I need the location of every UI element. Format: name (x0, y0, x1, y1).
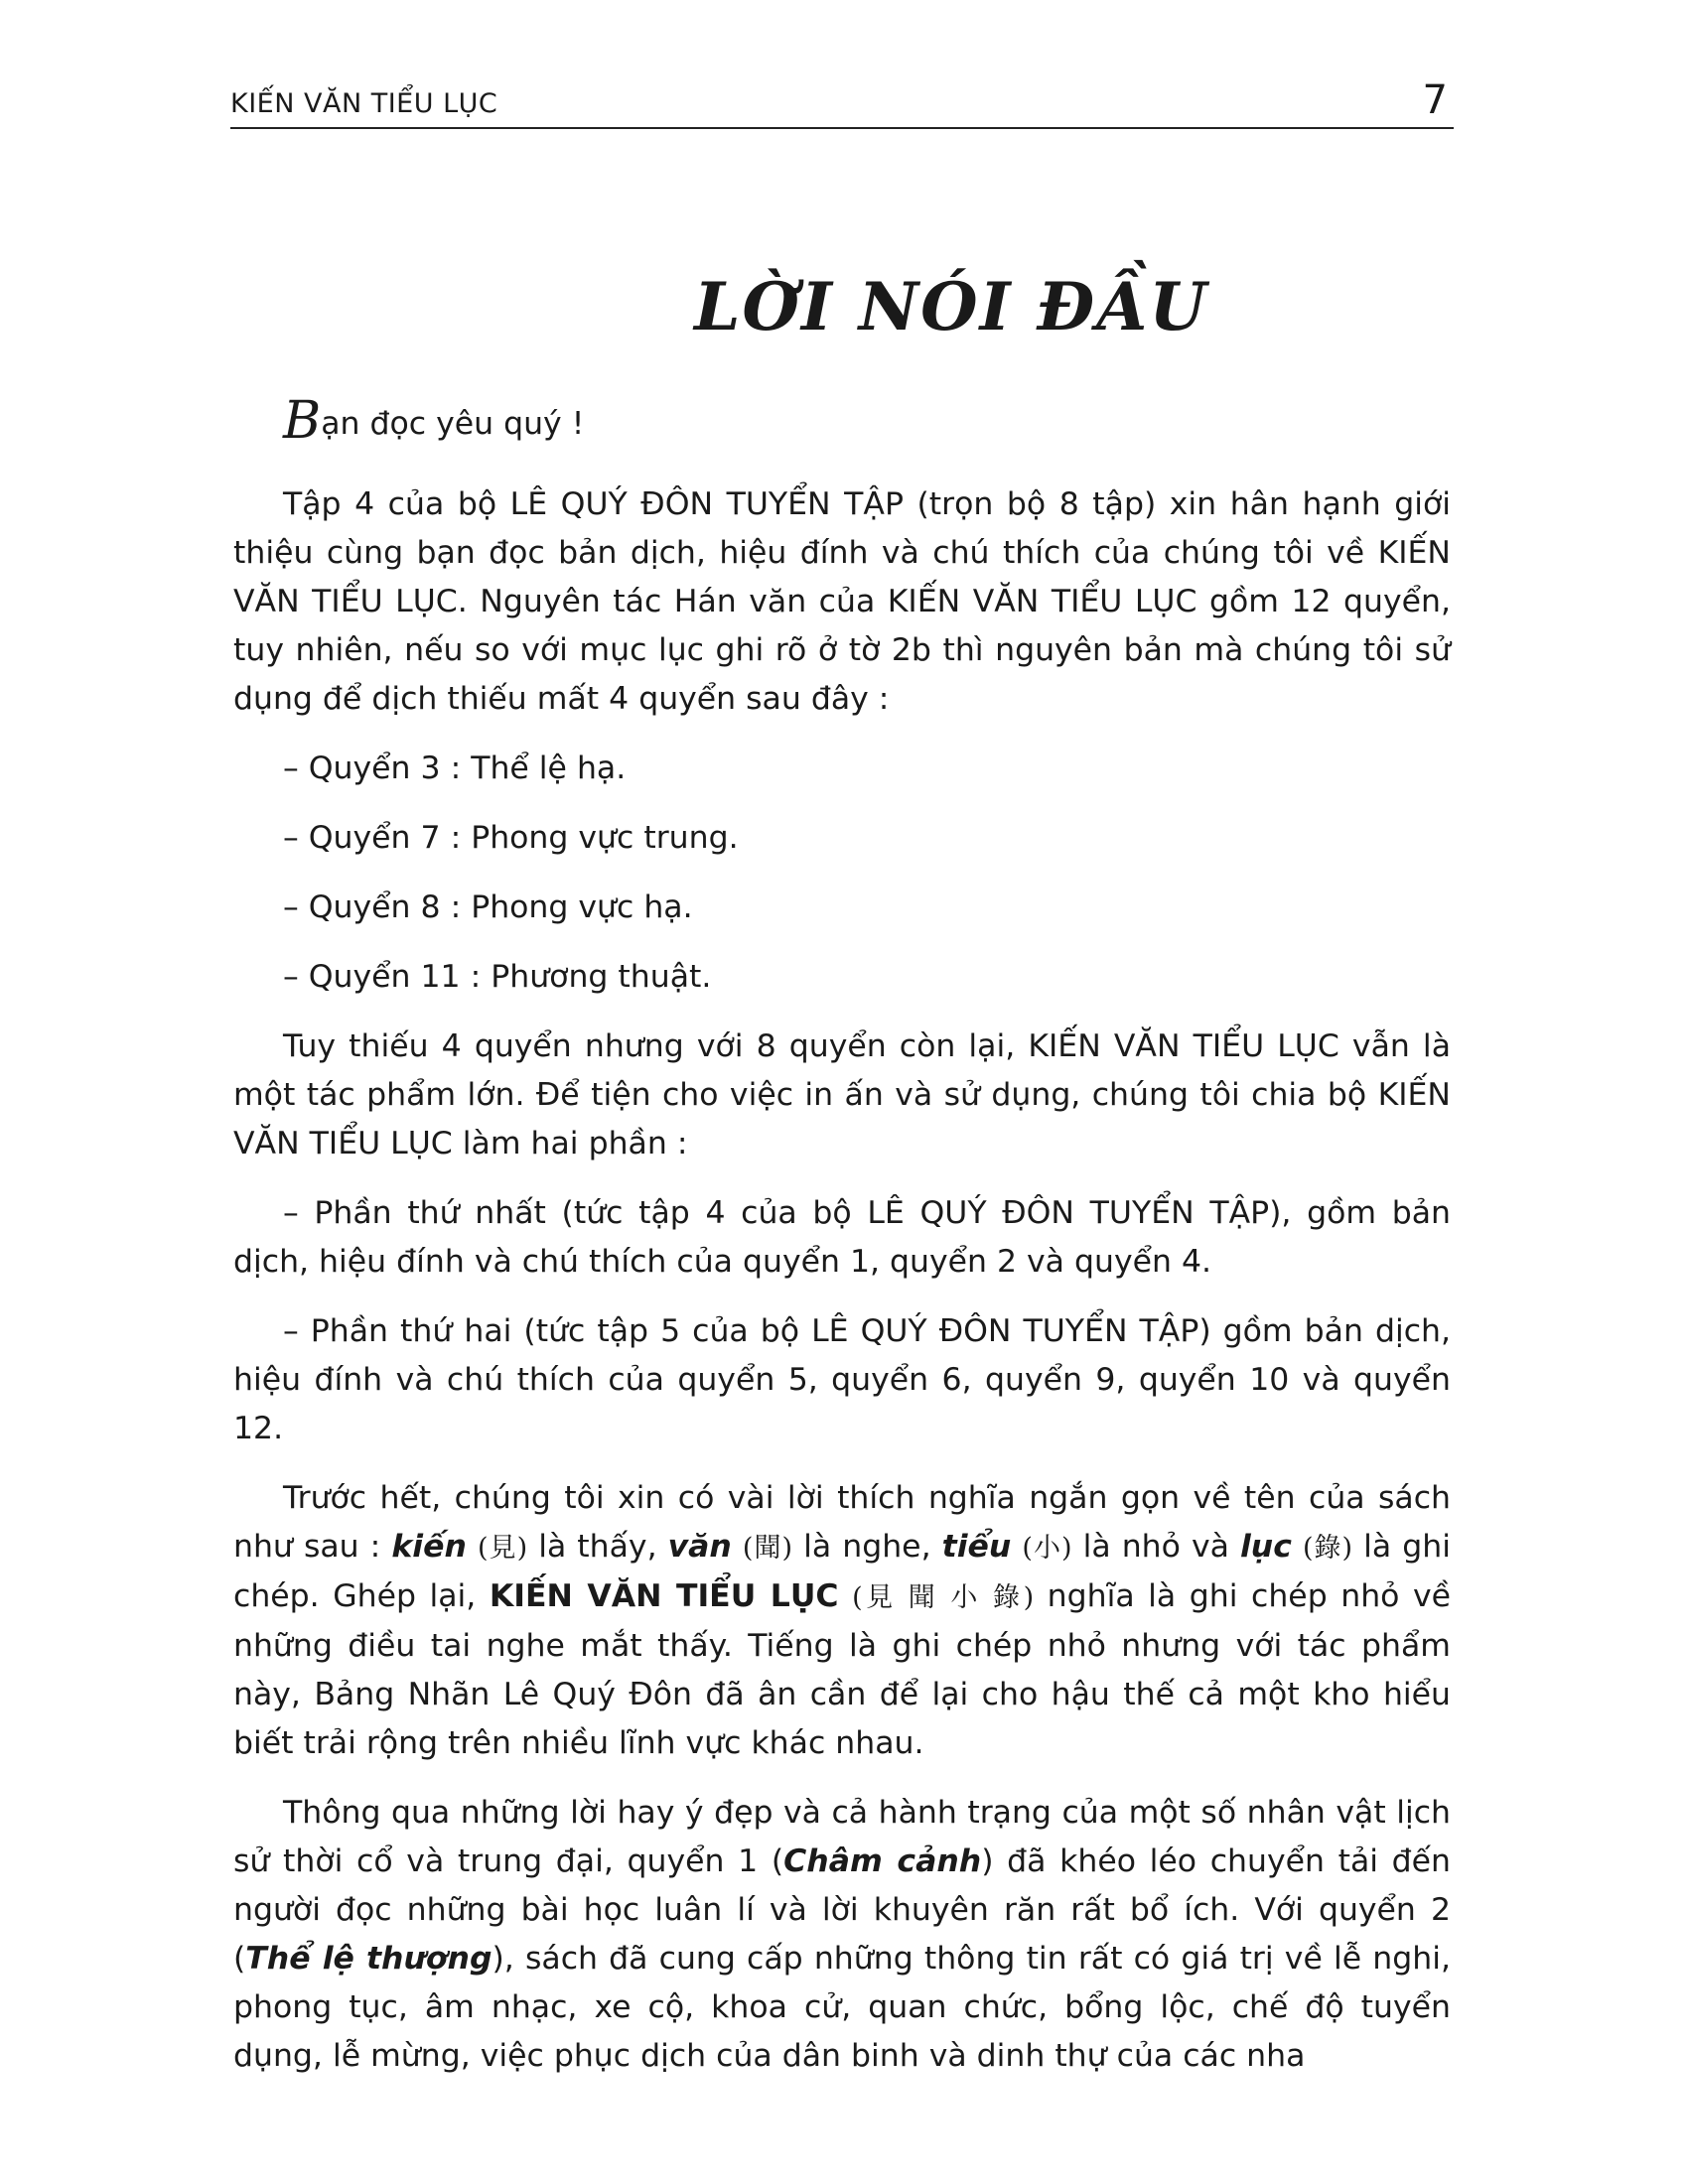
text-run: là nhỏ và (1071, 1529, 1240, 1565)
text-run: ) đã khéo léo chuyển tải đến người đọc những bài học luân lí và lời khuyên răn rất bổ ích. Với quyển 2 ( (233, 1843, 1452, 1977)
text-run: Trước hết, chúng tôi xin có vài lời thích nghĩa ngắn gọn về tên của sách như sau : (233, 1480, 1451, 1565)
missing-volume-item: – Quyển 3 : Thể lệ hạ. (283, 751, 627, 786)
term-luc: lục (1239, 1529, 1292, 1565)
text-run: Thông qua những lời hay ý đẹp và cả hành trạng của một số nhân vật lịch sử thời cổ và trung đại, quyển 1 ( (233, 1795, 1451, 1879)
term-kien: kiến (391, 1529, 467, 1565)
running-header (230, 77, 1454, 129)
han-character: (聞) (742, 1533, 793, 1564)
part-one-description: – Phần thứ nhất (tức tập 4 của bộ LÊ QUÝ ĐÔN TUYỂN TẬP), gồm bản dịch, hiệu đính và chú thích của quyển 1, quyển 2 và quyển 4. (233, 1195, 1451, 1280)
page-title: LỜI NÓI ĐẦU (694, 268, 1208, 345)
volume-name: Châm cảnh (783, 1843, 982, 1879)
volume-name: Thể lệ thượng (245, 1941, 492, 1977)
page-number: 7 (1422, 77, 1448, 123)
book-title: KIẾN VĂN TIỂU LỤC (489, 1578, 839, 1614)
missing-volume-item: – Quyển 8 : Phong vực hạ. (283, 889, 693, 925)
missing-volume-item: – Quyển 7 : Phong vực trung. (283, 820, 739, 856)
term-tieu: tiểu (941, 1529, 1012, 1565)
running-title: KIẾN VĂN TIỂU LỤC (230, 88, 498, 119)
text-run: là ghi chép. Ghép lại, (233, 1529, 1451, 1614)
han-character: (錄) (1302, 1533, 1353, 1564)
han-character: (見) (477, 1533, 528, 1564)
salutation-text: ạn đọc yêu quý ! (321, 406, 585, 442)
missing-volume-item: – Quyển 11 : Phương thuật. (283, 959, 712, 995)
term-van: văn (667, 1529, 732, 1565)
text-run: ), sách đã cung cấp những thông tin rất có giá trị về lễ nghi, phong tục, âm nhạc, xe cộ, khoa cử, quan chức, bổng lộc, chế độ tuyển dụng, lễ mừng, việc phục dịch của dân binh và dinh thự của các nha (233, 1941, 1451, 2074)
paragraph-1: Tập 4 của bộ LÊ QUÝ ĐÔN TUYỂN TẬP (trọn bộ 8 tập) xin hân hạnh giới thiệu cùng bạn đọc bản dịch, hiệu đính và chú thích của chúng tôi về KIẾN VĂN TIỂU LỤC. Nguyên tác Hán văn của KIẾN VĂN TIỂU LỤC gồm 12 quyển, tuy nhiên, nếu so với mục lục ghi rõ ở tờ 2b thì nguyên bản mà chúng tôi sử dụng để dịch thiếu mất 4 quyển sau đây : (233, 486, 1451, 717)
body-text (233, 391, 1452, 2102)
paragraph-volumes (233, 1789, 1451, 2081)
paragraph-2: Tuy thiếu 4 quyển nhưng với 8 quyển còn lại, KIẾN VĂN TIỂU LỤC vẫn là một tác phẩm lớn. Để tiện cho việc in ấn và sử dụng, chúng tôi chia bộ KIẾN VĂN TIỂU LỤC làm hai phần : (233, 1028, 1451, 1161)
han-title: (見 聞 小 錄) (852, 1582, 1035, 1613)
salutation (233, 391, 1451, 459)
paragraph-title-meaning (233, 1474, 1451, 1768)
han-character: (小) (1022, 1533, 1072, 1564)
text-run: nghĩa là ghi chép nhỏ về những điều tai nghe mắt thấy. Tiếng là ghi chép nhỏ nhưng với tác phẩm này, Bảng Nhãn Lê Quý Đôn đã ân cần để lại cho hậu thế cả một kho hiểu biết trải rộng trên nhiều lĩnh vực khác nhau. (233, 1578, 1451, 1761)
part-two-description: – Phần thứ hai (tức tập 5 của bộ LÊ QUÝ ĐÔN TUYỂN TẬP) gồm bản dịch, hiệu đính và chú thích của quyển 5, quyển 6, quyển 9, quyển 10 và quyển 12. (233, 1313, 1451, 1446)
salutation-initial: B (283, 391, 322, 451)
text-run: là thấy, (527, 1529, 668, 1565)
text-run: là nghe, (792, 1529, 942, 1565)
